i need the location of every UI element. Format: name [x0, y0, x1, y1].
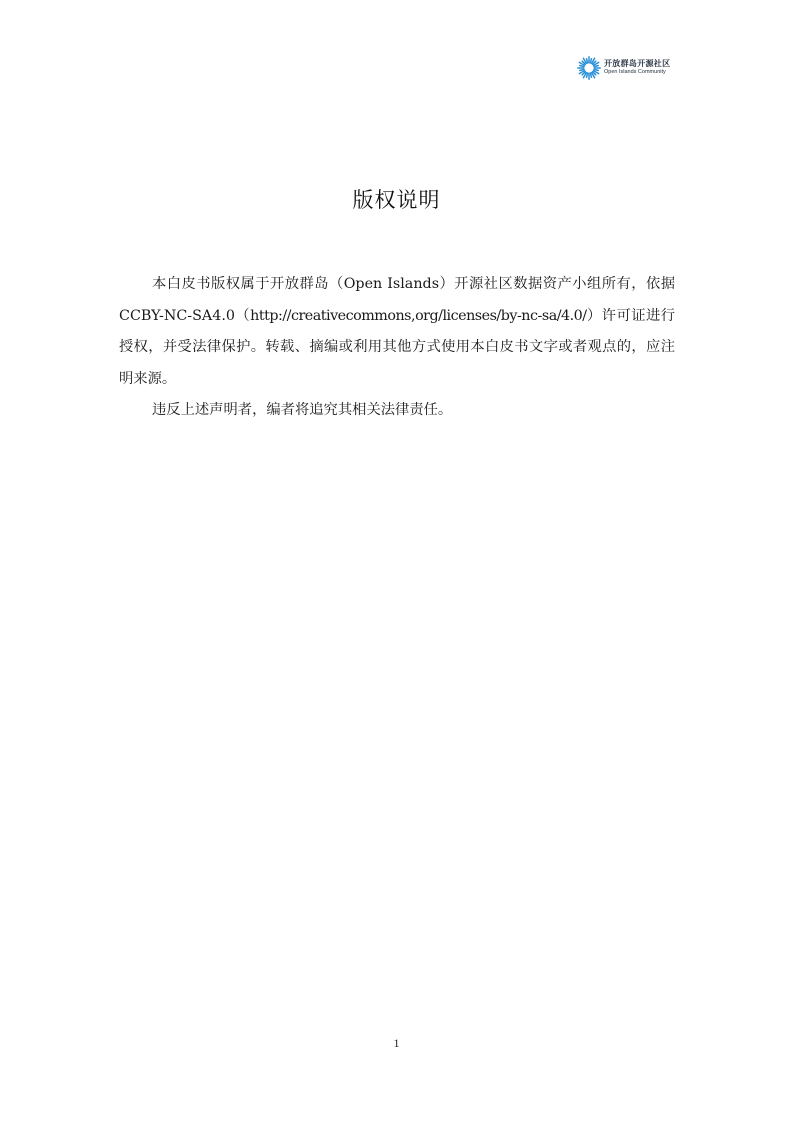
license-url: http://creativecommons,org/licenses/by-nc-sa/4.0/	[250, 307, 587, 324]
paragraph-text-before: 本白皮书版权属于开放群岛（Open Islands）开源社区数据资产小组所有，依据 CCBY-NC-SA4.0（	[119, 276, 675, 324]
logo-text	[604, 60, 670, 76]
logo-name-en: Open Islands Community	[604, 69, 666, 76]
logo-ray	[580, 66, 584, 67]
page-title: 版权说明	[352, 188, 441, 212]
logo-ray	[594, 66, 598, 67]
open-islands-logo-icon	[577, 56, 601, 80]
logo-ray	[594, 69, 598, 70]
logo-ray	[580, 69, 584, 70]
copyright-paragraph	[119, 269, 675, 395]
page-number: 1	[393, 1036, 400, 1050]
copyright-body	[119, 269, 675, 427]
logo-name-cn: 开放群岛开源社区	[604, 59, 671, 69]
paragraph-text-after: ）许可证进行授权，并受法律保护。转载、摘编或利用其他方式使用本白皮书文字或者观点的，应注明来源。	[119, 307, 676, 387]
logo-ray	[590, 59, 591, 63]
logo-ray	[590, 73, 591, 77]
community-logo	[577, 56, 687, 80]
logo-ray	[587, 59, 588, 63]
logo-ray	[587, 73, 588, 77]
liability-paragraph: 违反上述声明者，编者将追究其相关法律责任。	[152, 402, 453, 418]
